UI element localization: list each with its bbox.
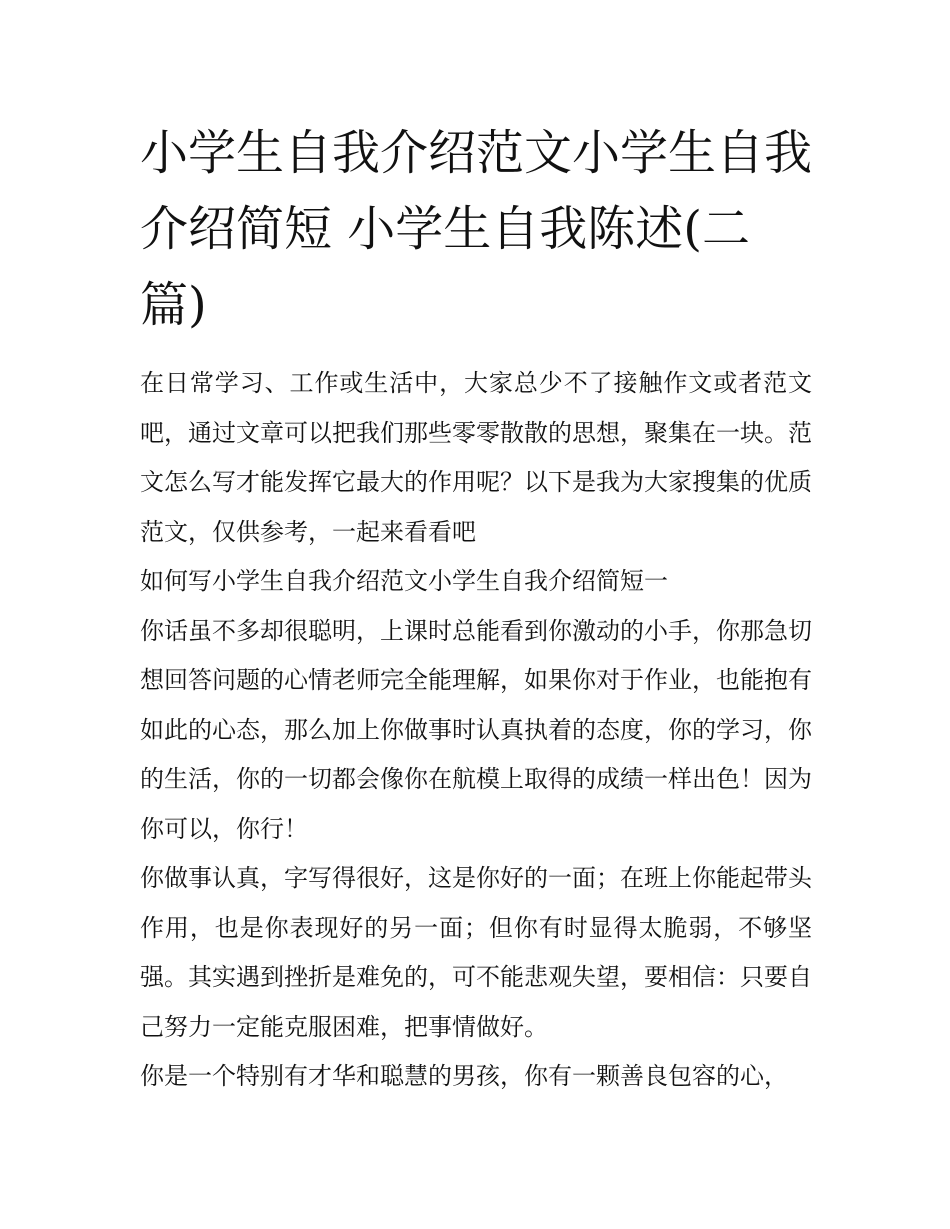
document-body <box>140 359 812 1102</box>
paragraph-intro: 在日常学习、工作或生活中，大家总少不了接触作文或者范文吧，通过文章可以把我们那些零零散散的思想，聚集在一块。范文怎么写才能发挥它最大的作用呢？以下是我为大家搜集的优质范文，仅供参考，一起来看看吧 <box>140 369 812 546</box>
paragraph-comment-2: 你做事认真，字写得很好，这是你好的一面；在班上你能起带头作用，也是你表现好的另一面；但你有时显得太脆弱，不够坚强。其实遇到挫折是难免的，可不能悲观失望，要相信：只要自己努力一定能克服困难，把事情做好。 <box>140 864 812 1041</box>
document-content <box>140 115 812 1102</box>
paragraph-comment-1: 你话虽不多却很聪明，上课时总能看到你激动的小手，你那急切想回答问题的心情老师完全能理解，如果你对于作业，也能抱有如此的心态，那么加上你做事时认真执着的态度，你的学习，你的生活，你的一切都会像你在航模上取得的成绩一样出色！因为你可以，你行！ <box>140 616 812 843</box>
paragraph-comment-3: 你是一个特别有才华和聪慧的男孩，你有一颗善良包容的心， <box>140 1062 788 1090</box>
document-title: 小学生自我介绍范文小学生自我介绍简短 小学生自我陈述(二篇) <box>140 125 813 333</box>
paragraph-section-heading: 如何写小学生自我介绍范文小学生自我介绍简短一 <box>140 567 668 595</box>
